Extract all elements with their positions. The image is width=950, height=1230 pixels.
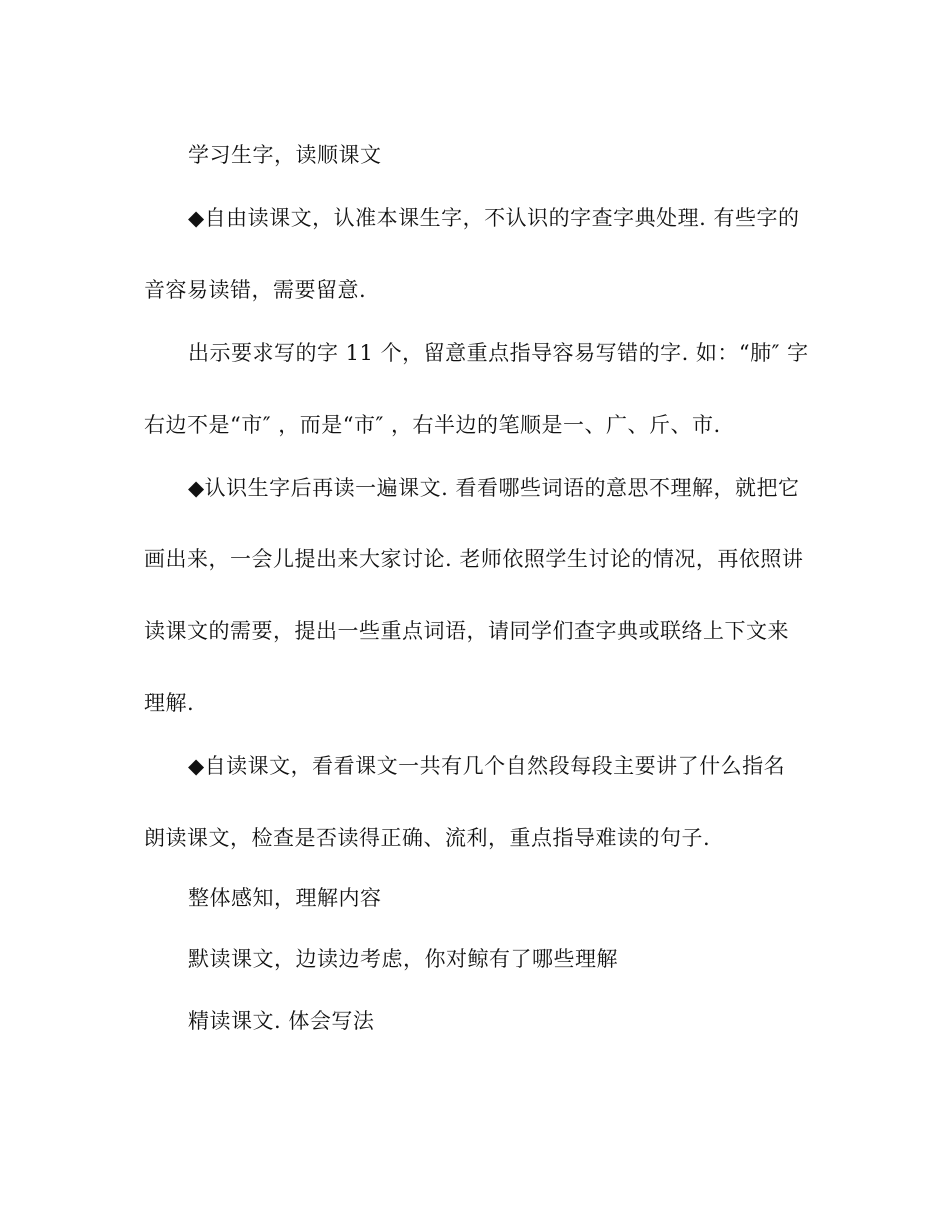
paragraph-line: 默读课文，边读边考虑，你对鲸有了哪些理解: [188, 947, 618, 971]
paragraph-line: 读课文的需要，提出一些重点词语，请同学们查字典或联络上下文来: [144, 619, 789, 643]
section-heading-overall: 整体感知，理解内容: [188, 886, 382, 910]
paragraph-line: ◆认识生字后再读一遍课文. 看看哪些词语的意思不理解，就把它: [188, 476, 800, 500]
paragraph-line: 出示要求写的字 11 个，留意重点指导容易写错的字. 如：“肺″ 字: [188, 341, 809, 365]
paragraph-line: 理解.: [144, 691, 195, 715]
paragraph-line: 音容易读错，需要留意.: [144, 278, 367, 302]
paragraph-line: 画出来，一会儿提出来大家讨论. 老师依照学生讨论的情况，再依照讲: [144, 547, 804, 571]
paragraph-line: ◆自读课文，看看课文一共有几个自然段每段主要讲了什么指名: [188, 754, 786, 778]
paragraph-line: 朗读课文，检查是否读得正确、流利，重点指导难读的句子.: [144, 826, 711, 850]
section-heading-learn-characters: 学习生字，读顺课文: [188, 143, 382, 167]
paragraph-line: 右边不是“市″ ，而是“市″ ，右半边的笔顺是一、广、斤、市.: [144, 413, 721, 437]
section-heading-close-reading: 精读课文. 体会写法: [188, 1009, 375, 1033]
paragraph-line: ◆自由读课文，认准本课生字，不认识的字查字典处理. 有些字的: [188, 206, 800, 230]
